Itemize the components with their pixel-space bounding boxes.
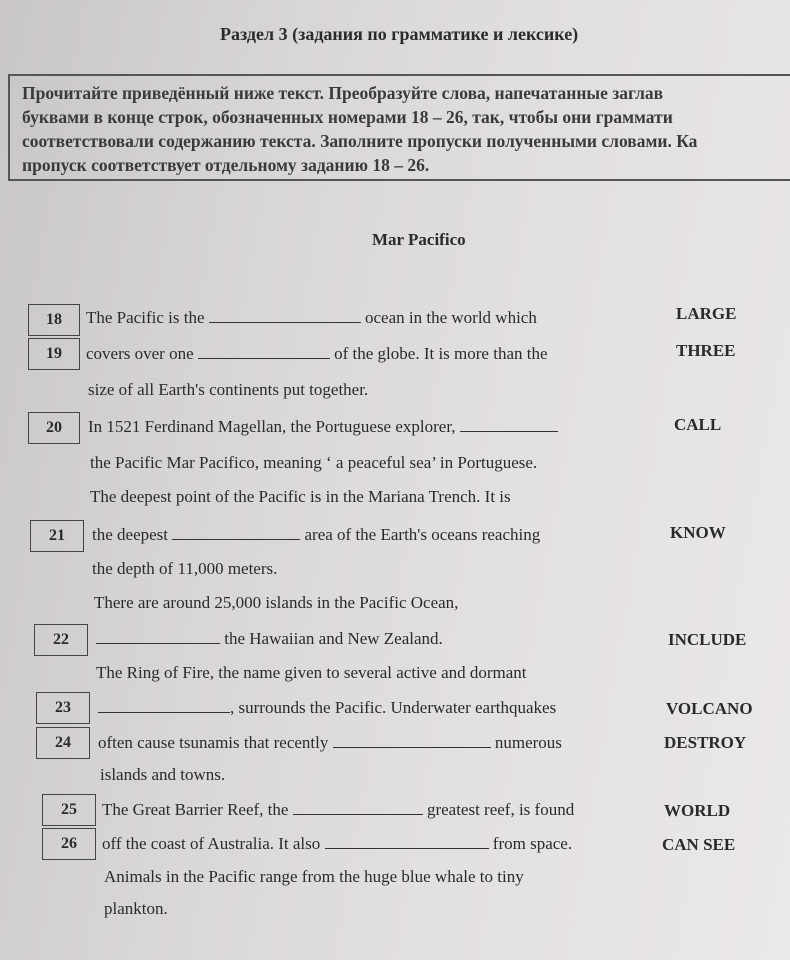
instruction-line: буквами в конце строк, обозначенных номерами 18 – 26, так, чтобы они граммати: [22, 107, 673, 127]
text-fragment: the deepest: [92, 525, 168, 544]
text-fragment: covers over one: [86, 344, 194, 363]
text-line: [86, 343, 548, 364]
keyword-24: DESTROY: [664, 733, 747, 752]
text-line: the depth of 11,000 meters.: [92, 559, 278, 578]
text-fragment: The Great Barrier Reef, the: [102, 800, 289, 819]
text-fragment: of the globe. It is more than the: [334, 344, 548, 363]
text-title: Mar Pacifico: [372, 230, 466, 249]
task-number-22: 22: [34, 624, 88, 656]
answer-blank-24[interactable]: [333, 732, 491, 748]
keyword-21: KNOW: [670, 523, 726, 542]
text-fragment: ocean in the world which: [365, 308, 537, 327]
keyword-25: WORLD: [664, 801, 731, 820]
instruction-line: пропуск соответствует отдельному заданию 18 – 26.: [22, 155, 430, 175]
task-number-21: 21: [30, 520, 84, 552]
text-line: The deepest point of the Pacific is in the Mariana Trench. It is: [90, 487, 511, 506]
keyword-26: CAN SEE: [662, 835, 736, 854]
text-line: [102, 799, 574, 820]
text-line: plankton.: [104, 899, 168, 918]
text-line: size of all Earth's continents put together.: [88, 380, 369, 399]
keyword-23: VOLCANO: [666, 699, 753, 718]
answer-blank-21[interactable]: [172, 524, 300, 540]
task-number-25: 25: [42, 794, 96, 826]
answer-blank-26[interactable]: [325, 833, 489, 849]
section-title: Раздел 3 (задания по грамматике и лексике): [220, 24, 579, 44]
keyword-19: THREE: [676, 341, 736, 360]
answer-blank-19[interactable]: [198, 343, 330, 359]
text-fragment: The Pacific is the: [86, 308, 205, 327]
task-number-19: 19: [28, 338, 80, 370]
keyword-20: CALL: [674, 415, 722, 434]
answer-blank-25[interactable]: [293, 799, 423, 815]
task-number-20: 20: [28, 412, 80, 444]
keyword-22: INCLUDE: [668, 630, 747, 649]
text-line: There are around 25,000 islands in the Pacific Ocean,: [94, 593, 459, 612]
answer-blank-20[interactable]: [460, 416, 558, 432]
text-line: The Ring of Fire, the name given to several active and dormant: [96, 663, 527, 682]
answer-blank-18[interactable]: [209, 307, 361, 323]
text-line: Animals in the Pacific range from the huge blue whale to tiny: [104, 867, 524, 886]
text-line: [102, 833, 572, 854]
task-number-26: 26: [42, 828, 96, 860]
text-line: [92, 524, 540, 545]
text-line: [96, 628, 443, 649]
instruction-line: Прочитайте приведённый ниже текст. Преобразуйте слова, напечатанные заглав: [22, 83, 664, 103]
text-fragment: , surrounds the Pacific. Underwater earthquakes: [230, 698, 557, 717]
text-fragment: greatest reef, is found: [426, 800, 575, 819]
instruction-line: соответствовали содержанию текста. Заполните пропуски полученными словами. Ка: [22, 131, 698, 151]
text-line: the Pacific Mar Pacifico, meaning ‘ a peaceful sea’ in Portuguese.: [90, 453, 538, 472]
answer-blank-22[interactable]: [96, 628, 220, 644]
text-fragment: area of the Earth's oceans reaching: [304, 525, 541, 544]
text-fragment: from space.: [492, 834, 573, 853]
text-line: [86, 307, 537, 328]
text-fragment: often cause tsunamis that recently: [98, 733, 329, 752]
task-number-18: 18: [28, 304, 80, 336]
task-number-24: 24: [36, 727, 90, 759]
text-fragment: the Hawaiian and New Zealand.: [224, 629, 443, 648]
text-line: [98, 732, 562, 753]
answer-blank-23[interactable]: [98, 697, 230, 713]
text-line: [98, 697, 556, 718]
text-fragment: off the coast of Australia. It also: [102, 834, 321, 853]
task-number-23: 23: [36, 692, 90, 724]
text-fragment: numerous: [494, 733, 562, 752]
text-line: [88, 416, 558, 437]
text-line: islands and towns.: [100, 765, 226, 784]
text-fragment: In 1521 Ferdinand Magellan, the Portuguese explorer,: [88, 417, 456, 436]
keyword-18: LARGE: [676, 304, 737, 323]
